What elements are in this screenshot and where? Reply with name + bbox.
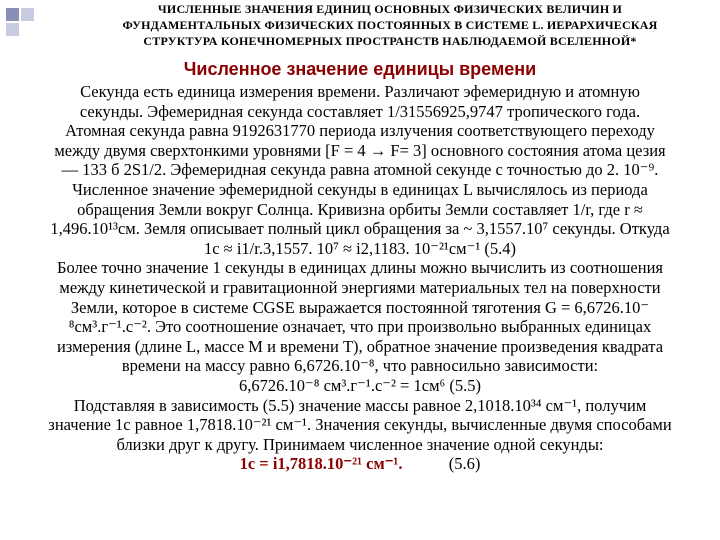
deco-square: [6, 8, 19, 21]
text-line: близки друг к другу. Принимаем численное значение одной секунды:: [116, 434, 604, 454]
formula-line: 1с ≈ i1/r.3,1557. 10⁷ ≈ i2,1183. 10⁻²¹см⁻¹ (5.4): [203, 238, 517, 258]
text-line: значение 1с равное 1,7818.10⁻²¹ см⁻¹. Значения секунды, вычисленные двумя способами: [48, 415, 672, 435]
text-line: секунды. Эфемеридная секунда составляет 1/31556925,9747 тропического года.: [79, 101, 641, 121]
text-line: между двумя сверхтонкими уровнями [F = 4 → F= 3] основного состояния атома цезия: [54, 140, 666, 160]
slide-header: [60, 1, 720, 49]
text-line: Более точно значение 1 секунды в единицах длины можно вычислить из соотношения: [57, 258, 663, 278]
equation-number: (5.6): [448, 454, 481, 474]
slide-decoration: [6, 8, 46, 34]
deco-square: [21, 8, 34, 21]
text-line: ⁸см³.г⁻¹.с⁻². Это соотношение означает, что при произвольно выбранных единицах: [68, 317, 652, 337]
text-line: обращения Земли вокруг Солнца. Кривизна орбиты Земли составляет 1/r, где r ≈: [77, 199, 643, 219]
text-line: Подставляя в зависимость (5.5) значение массы равное 2,1018.10³⁴ см⁻¹, получим: [73, 395, 647, 415]
text-line: между кинетической и гравитационной энергиями материальных тел на поверхности: [59, 277, 661, 297]
text-line: Земли, которое в системе CGSE выражается постоянной тяготения G = 6,6726.10⁻: [70, 297, 650, 317]
final-formula: 1с = i1,7818.10⁻²¹ см⁻¹.: [239, 454, 403, 474]
formula-line: 6,6726.10⁻⁸ см³.г⁻¹.с⁻² = 1см⁶ (5.5): [238, 375, 481, 395]
section-title: Численное значение единицы времени: [183, 59, 537, 79]
header-line: СТРУКТУРА КОНЕЧНОМЕРНЫХ ПРОСТРАНСТВ НАБЛЮДАЕМОЙ ВСЕЛЕННОЙ*: [143, 34, 637, 48]
text-line: 1,496.10¹³см. Земля описывает полный цикл обращения за ~ 3,1557.10⁷ секунды. Откуда: [50, 219, 670, 239]
body-text: [18, 82, 702, 474]
final-formula-line: [18, 454, 702, 474]
text-line: Атомная секунда равна 9192631770 периода излучения соответствующего переходу: [65, 121, 655, 141]
text-line: измерения (длине L, массе M и времени T), обратное значение произведения квадрата: [56, 336, 664, 356]
text-line: Численное значение эфемеридной секунды в единицах L вычислялось из периода: [72, 179, 648, 199]
text-line: времени на массу равно 6,6726.10⁻⁸, что равносильно зависимости:: [121, 356, 599, 376]
header-line: ФУНДАМЕНТАЛЬНЫХ ФИЗИЧЕСКИХ ПОСТОЯННЫХ В СИСТЕМЕ L. ИЕРАРХИЧЕСКАЯ: [122, 18, 658, 32]
header-line: ЧИСЛЕННЫЕ ЗНАЧЕНИЯ ЕДИНИЦ ОСНОВНЫХ ФИЗИЧЕСКИХ ВЕЛИЧИН И: [157, 2, 623, 16]
text-line: Секунда есть единица измерения времени. Различают эфемеридную и атомную: [80, 82, 640, 101]
text-line: — 133 б 2S1/2. Эфемеридная секунда равна атомной секунде с точностью до 2. 10⁻⁹.: [61, 160, 659, 180]
deco-square: [6, 23, 19, 36]
